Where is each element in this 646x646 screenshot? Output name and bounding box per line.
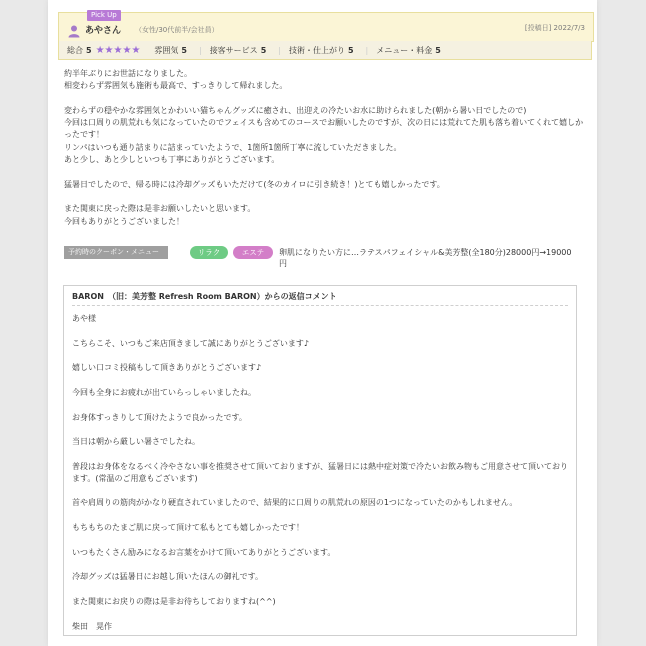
rating-value-menu-price: 5 <box>435 45 441 55</box>
rating-label-service: 接客サービス <box>209 45 258 55</box>
reply-line: 嬉しい口コミ投稿もして頂きありがとうございます♪ <box>72 363 262 373</box>
category-pill-relax: リラク <box>190 246 228 259</box>
coupon-tag: 予約時のクーポン・メニュー <box>64 246 168 259</box>
review-text-line <box>64 93 589 105</box>
reply-line: あや様 <box>72 314 96 323</box>
category-pill-este: エステ <box>233 246 273 259</box>
review-header <box>58 12 594 42</box>
post-date: [投稿日] 2022/7/3 <box>524 24 585 32</box>
review-text-line: 約半年ぶりにお世話になりました。 <box>64 69 192 78</box>
rating-value-atmosphere: 5 <box>181 45 187 55</box>
reply-body <box>72 313 570 645</box>
review-text-line <box>64 191 589 203</box>
reply-line: 首や肩周りの筋肉がかなり硬直されていましたので、結果的に口周りの肌荒れの原因の1つになっていたのかもしれません。 <box>72 498 518 508</box>
rating-bar <box>58 41 592 60</box>
overall-label: 総合 <box>67 45 83 55</box>
reply-title: BARON （旧：美芳整 Refresh Room BARON）からの返信コメント <box>72 291 568 306</box>
divider: | <box>278 45 281 55</box>
review-text-line: あと少し、あと少しといつも丁寧にありがとうございます。 <box>64 155 280 165</box>
reply-line: 冷却グッズは猛暑日にお越し頂いたほんの御礼です。 <box>72 572 263 582</box>
reply-line: いつもたくさん励みになるお言葉をかけて頂いてありがとうございます。 <box>72 547 336 557</box>
review-text-line: 相変わらず雰囲気も施術も最高で、すっきりして帰れました。 <box>64 81 288 91</box>
reply-line: お身体すっきりして頂けたようで良かったです。 <box>72 412 247 422</box>
review-text-line: 変わらずの穏やかな雰囲気とかわいい猫ちゃんグッズに癒され、出迎えの冷たいお水に助けられました(朝から暑い日でしたので) <box>64 105 527 115</box>
reply-line: 今回も全身にお疲れが出ていらっしゃいましたね。 <box>72 388 256 398</box>
reply-line: もちもちのたまご肌に戻って頂けて私もとても嬉しかったです！ <box>72 523 304 532</box>
reviewer-info: （女性/30代前半/会社員） <box>135 26 219 34</box>
reply-line: 当日は朝から厳しい暑さでしたね。 <box>72 437 200 447</box>
coupon-menu-link[interactable]: 卵肌になりたい方に…ラテスパフェイシャル&美芳整(全180分)28000円→19000円 <box>279 248 572 268</box>
reply-line: また関東にお戻りの際は是非お待ちしておりますね(^^) <box>72 597 276 607</box>
rating-label-menu-price: メニュー・料金 <box>376 45 433 55</box>
reply-line: 普段はお身体をなるべく冷やさない事を推奨させて頂いておりますが、猛暑日には熱中症対策で冷たいお飲み物もご用意させて頂いております。(常温のご用意もございます) <box>72 462 568 483</box>
salon-reply-box <box>63 285 577 636</box>
user-avatar-icon <box>67 23 81 37</box>
rating-value-service: 5 <box>260 45 267 55</box>
review-text-line: リンパはいつも通り詰まりに詰まっていたようで、1箇所1箇所丁寧に流していただきました。 <box>64 142 402 152</box>
review-body <box>64 68 589 228</box>
review-text-line: 今回もありがとうございました！ <box>64 216 184 226</box>
star-rating-icon: ★★★★★ <box>95 44 141 56</box>
review-card <box>48 0 597 646</box>
rating-label-technique: 技術・仕上がり <box>288 45 345 55</box>
pickup-badge: Pick Up <box>87 10 121 21</box>
divider: | <box>365 45 369 55</box>
reply-signature: 柴田 晃作 <box>72 621 112 631</box>
review-text-line: 今回は口周りの肌荒れも気になっていたのでフェイスも含めてのコースでお願いしたのですが、次の日には荒れてた肌も落ち着いてくれて嬉しかったです！ <box>64 118 584 140</box>
review-text-line <box>64 166 589 178</box>
reply-line: こちらこそ、いつもご来店頂きまして誠にありがとうございます♪ <box>72 338 309 348</box>
rating-label-atmosphere: 雰囲気 <box>154 45 179 55</box>
divider: | <box>198 45 202 55</box>
rating-value-technique: 5 <box>347 45 354 55</box>
reviewer-name[interactable]: あやさん <box>85 26 122 36</box>
overall-value: 5 <box>86 45 92 55</box>
coupon-row <box>64 245 589 271</box>
review-text-line: 猛暑日でしたので、帰る時には冷却グッズもいただけて(冬のカイロに引き続き！)とても嬉しかったです。 <box>64 179 445 189</box>
review-text-line: また関東に戻った際は是非お願いしたいと思います。 <box>64 204 256 214</box>
